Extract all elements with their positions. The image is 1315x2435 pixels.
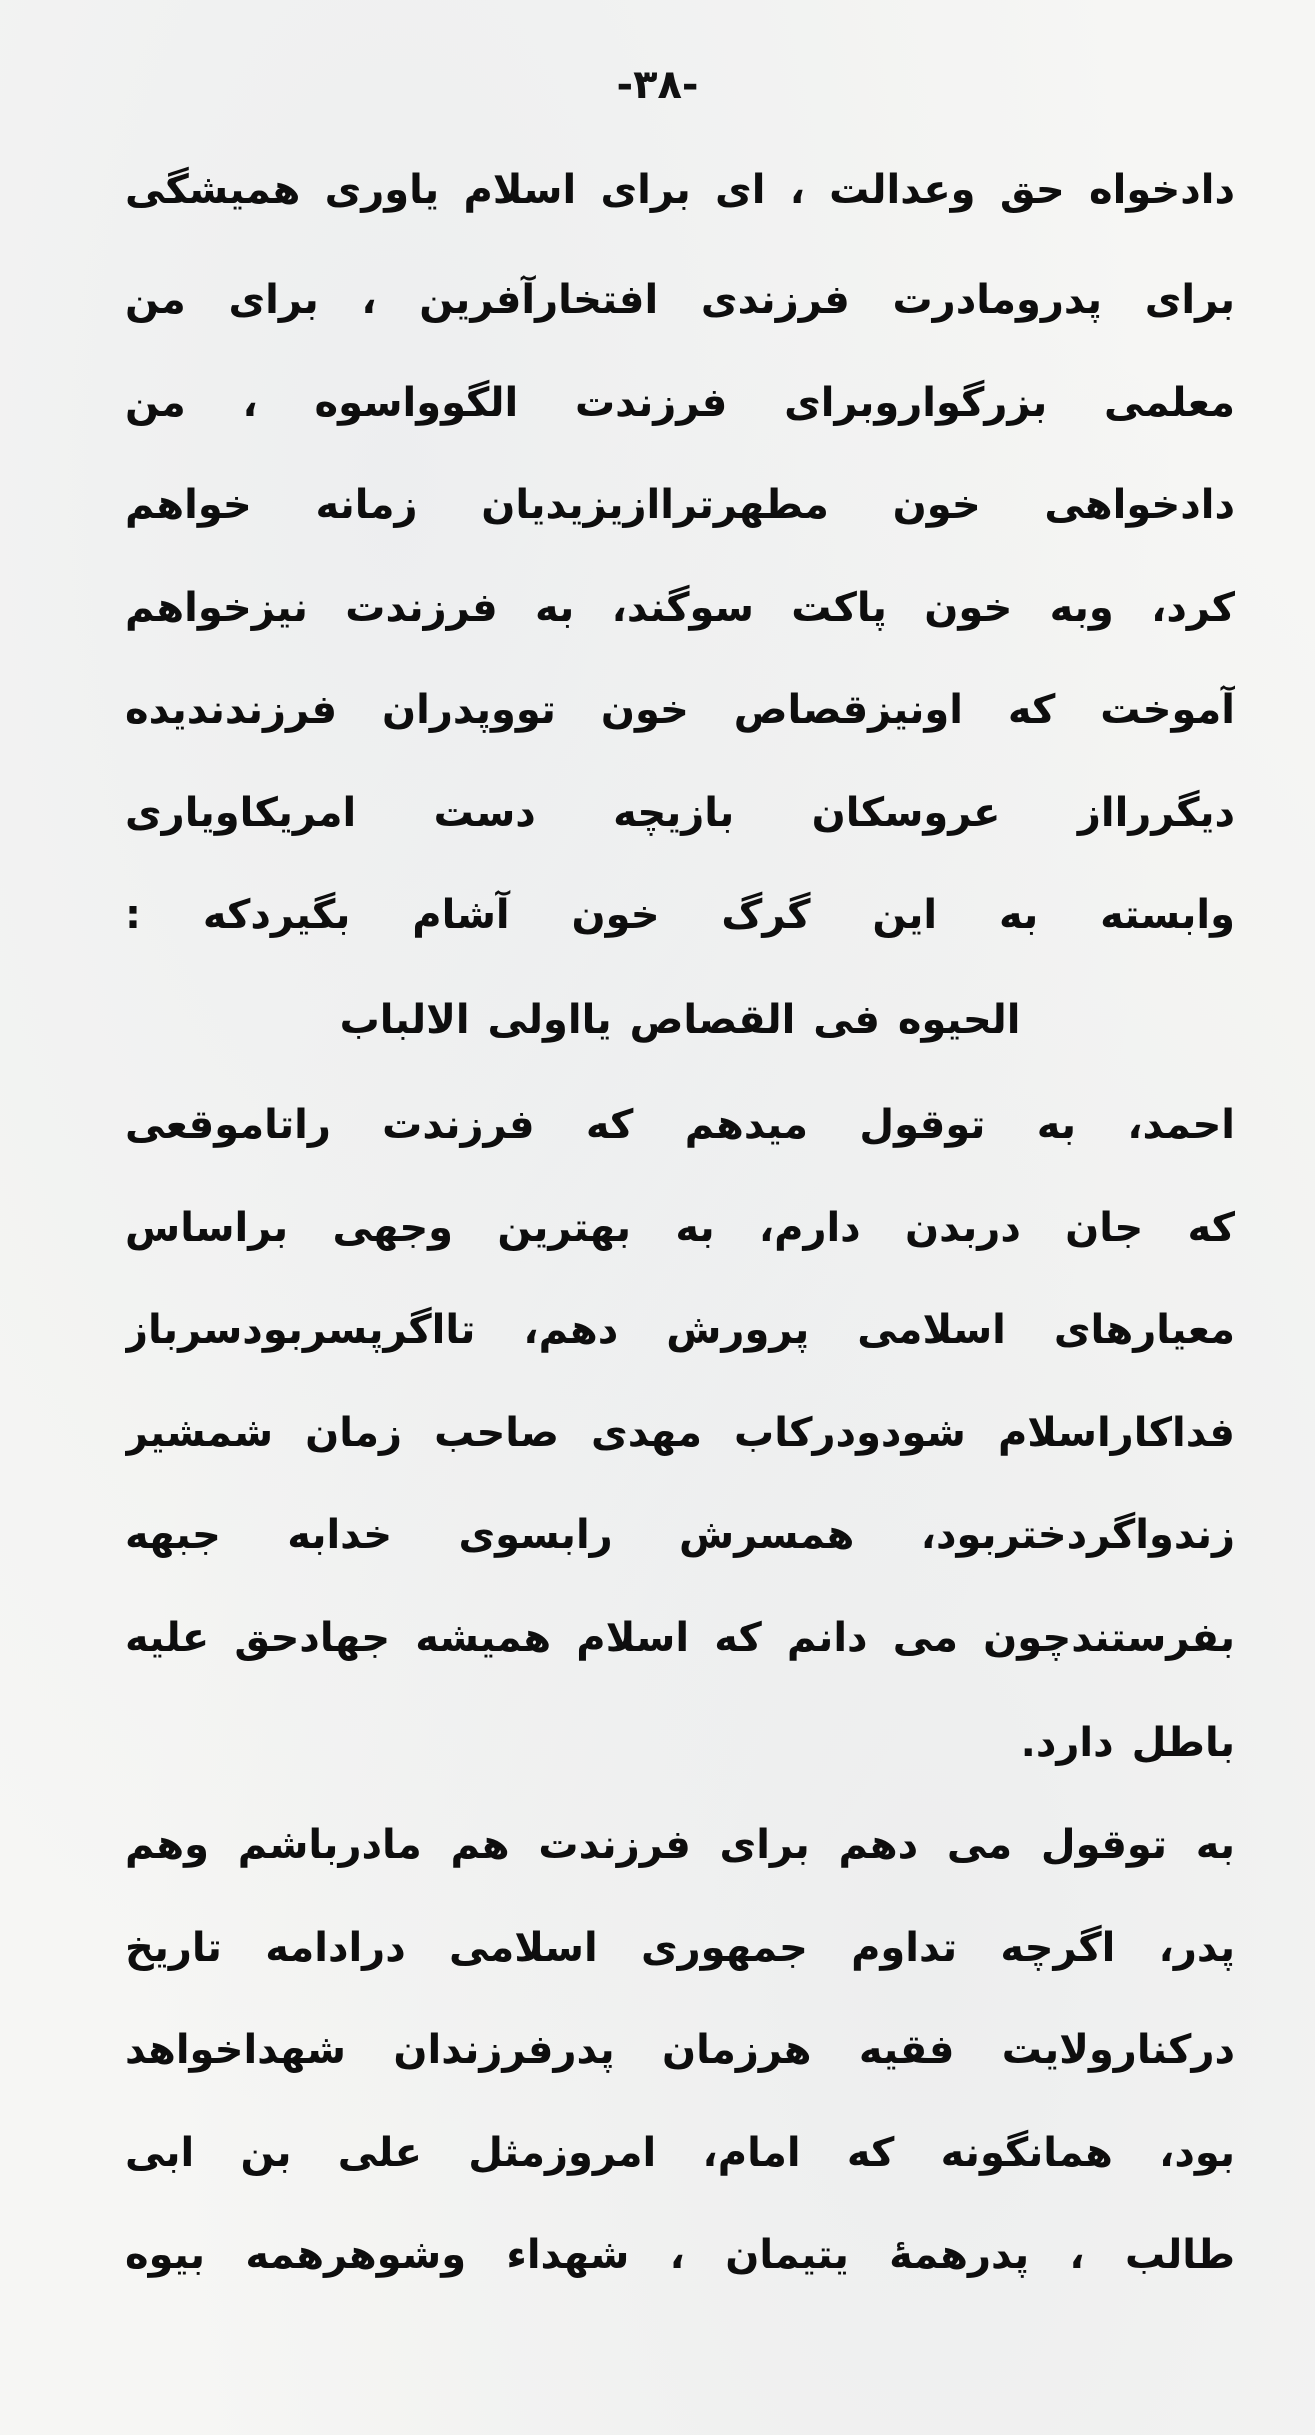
text-line-9-centered: الحیوه فی القصاص یااولی الالباب: [339, 997, 1021, 1043]
text-line-17: به توقول می دهم برای فرزندت هم مادرباشم وهم: [125, 1822, 1235, 1868]
text-line-10: احمد، به توقول میدهم که فرزندت راتاموقعی: [125, 1102, 1235, 1148]
text-line-11: که جان دربدن دارم، به بهترین وجهی براساس: [125, 1205, 1235, 1251]
text-line-8: وابسته به این گرگ خون آشام بگیردکه :: [125, 892, 1235, 938]
page-number: -٣٨-: [616, 62, 699, 108]
text-line-6: آموخت که اونیزقصاص خون تووپدران فرزندندیده: [125, 687, 1235, 733]
text-line-21: طالب ، پدرهمهٔ یتیمان ، شهداء وشوهرهمه بیوه: [125, 2232, 1235, 2278]
text-line-5: کرد، وبه خون پاکت سوگند، به فرزندت نیزخواهم: [125, 585, 1235, 631]
text-line-2: برای پدرومادرت فرزندی افتخارآفرین ، برای من: [125, 277, 1235, 323]
text-line-7: دیگررااز عروسکان بازیچه دست امریکاویاری: [125, 790, 1235, 836]
text-line-1: دادخواه حق وعدالت ، ای برای اسلام یاوری همیشگی: [125, 167, 1235, 213]
text-line-12: معیارهای اسلامی پرورش دهم، تااگرپسربودسرباز: [125, 1307, 1235, 1353]
text-line-16: باطل دارد.: [1020, 1720, 1235, 1766]
text-line-19: درکنارولایت فقیه هرزمان پدرفرزندان شهداخواهد: [125, 2027, 1235, 2073]
text-line-18: پدر، اگرچه تداوم جمهوری اسلامی درادامه تاریخ: [125, 1925, 1235, 1971]
text-line-3: معلمی بزرگواروبرای فرزندت الگوواسوه ، من: [125, 380, 1235, 426]
text-line-15: بفرستندچون می دانم که اسلام همیشه جهادحق علیه: [125, 1615, 1235, 1661]
text-line-20: بود، همانگونه که امام، امروزمثل علی بن ابی: [125, 2130, 1235, 2176]
text-line-14: زندواگردختربود، همسرش رابسوی خدابه جبهه: [125, 1512, 1235, 1558]
text-line-13: فداکاراسلام شودودرکاب مهدی صاحب زمان شمشیر: [125, 1410, 1235, 1456]
text-line-4: دادخواهی خون مطهرتراازیزیدیان زمانه خواهم: [125, 482, 1235, 528]
